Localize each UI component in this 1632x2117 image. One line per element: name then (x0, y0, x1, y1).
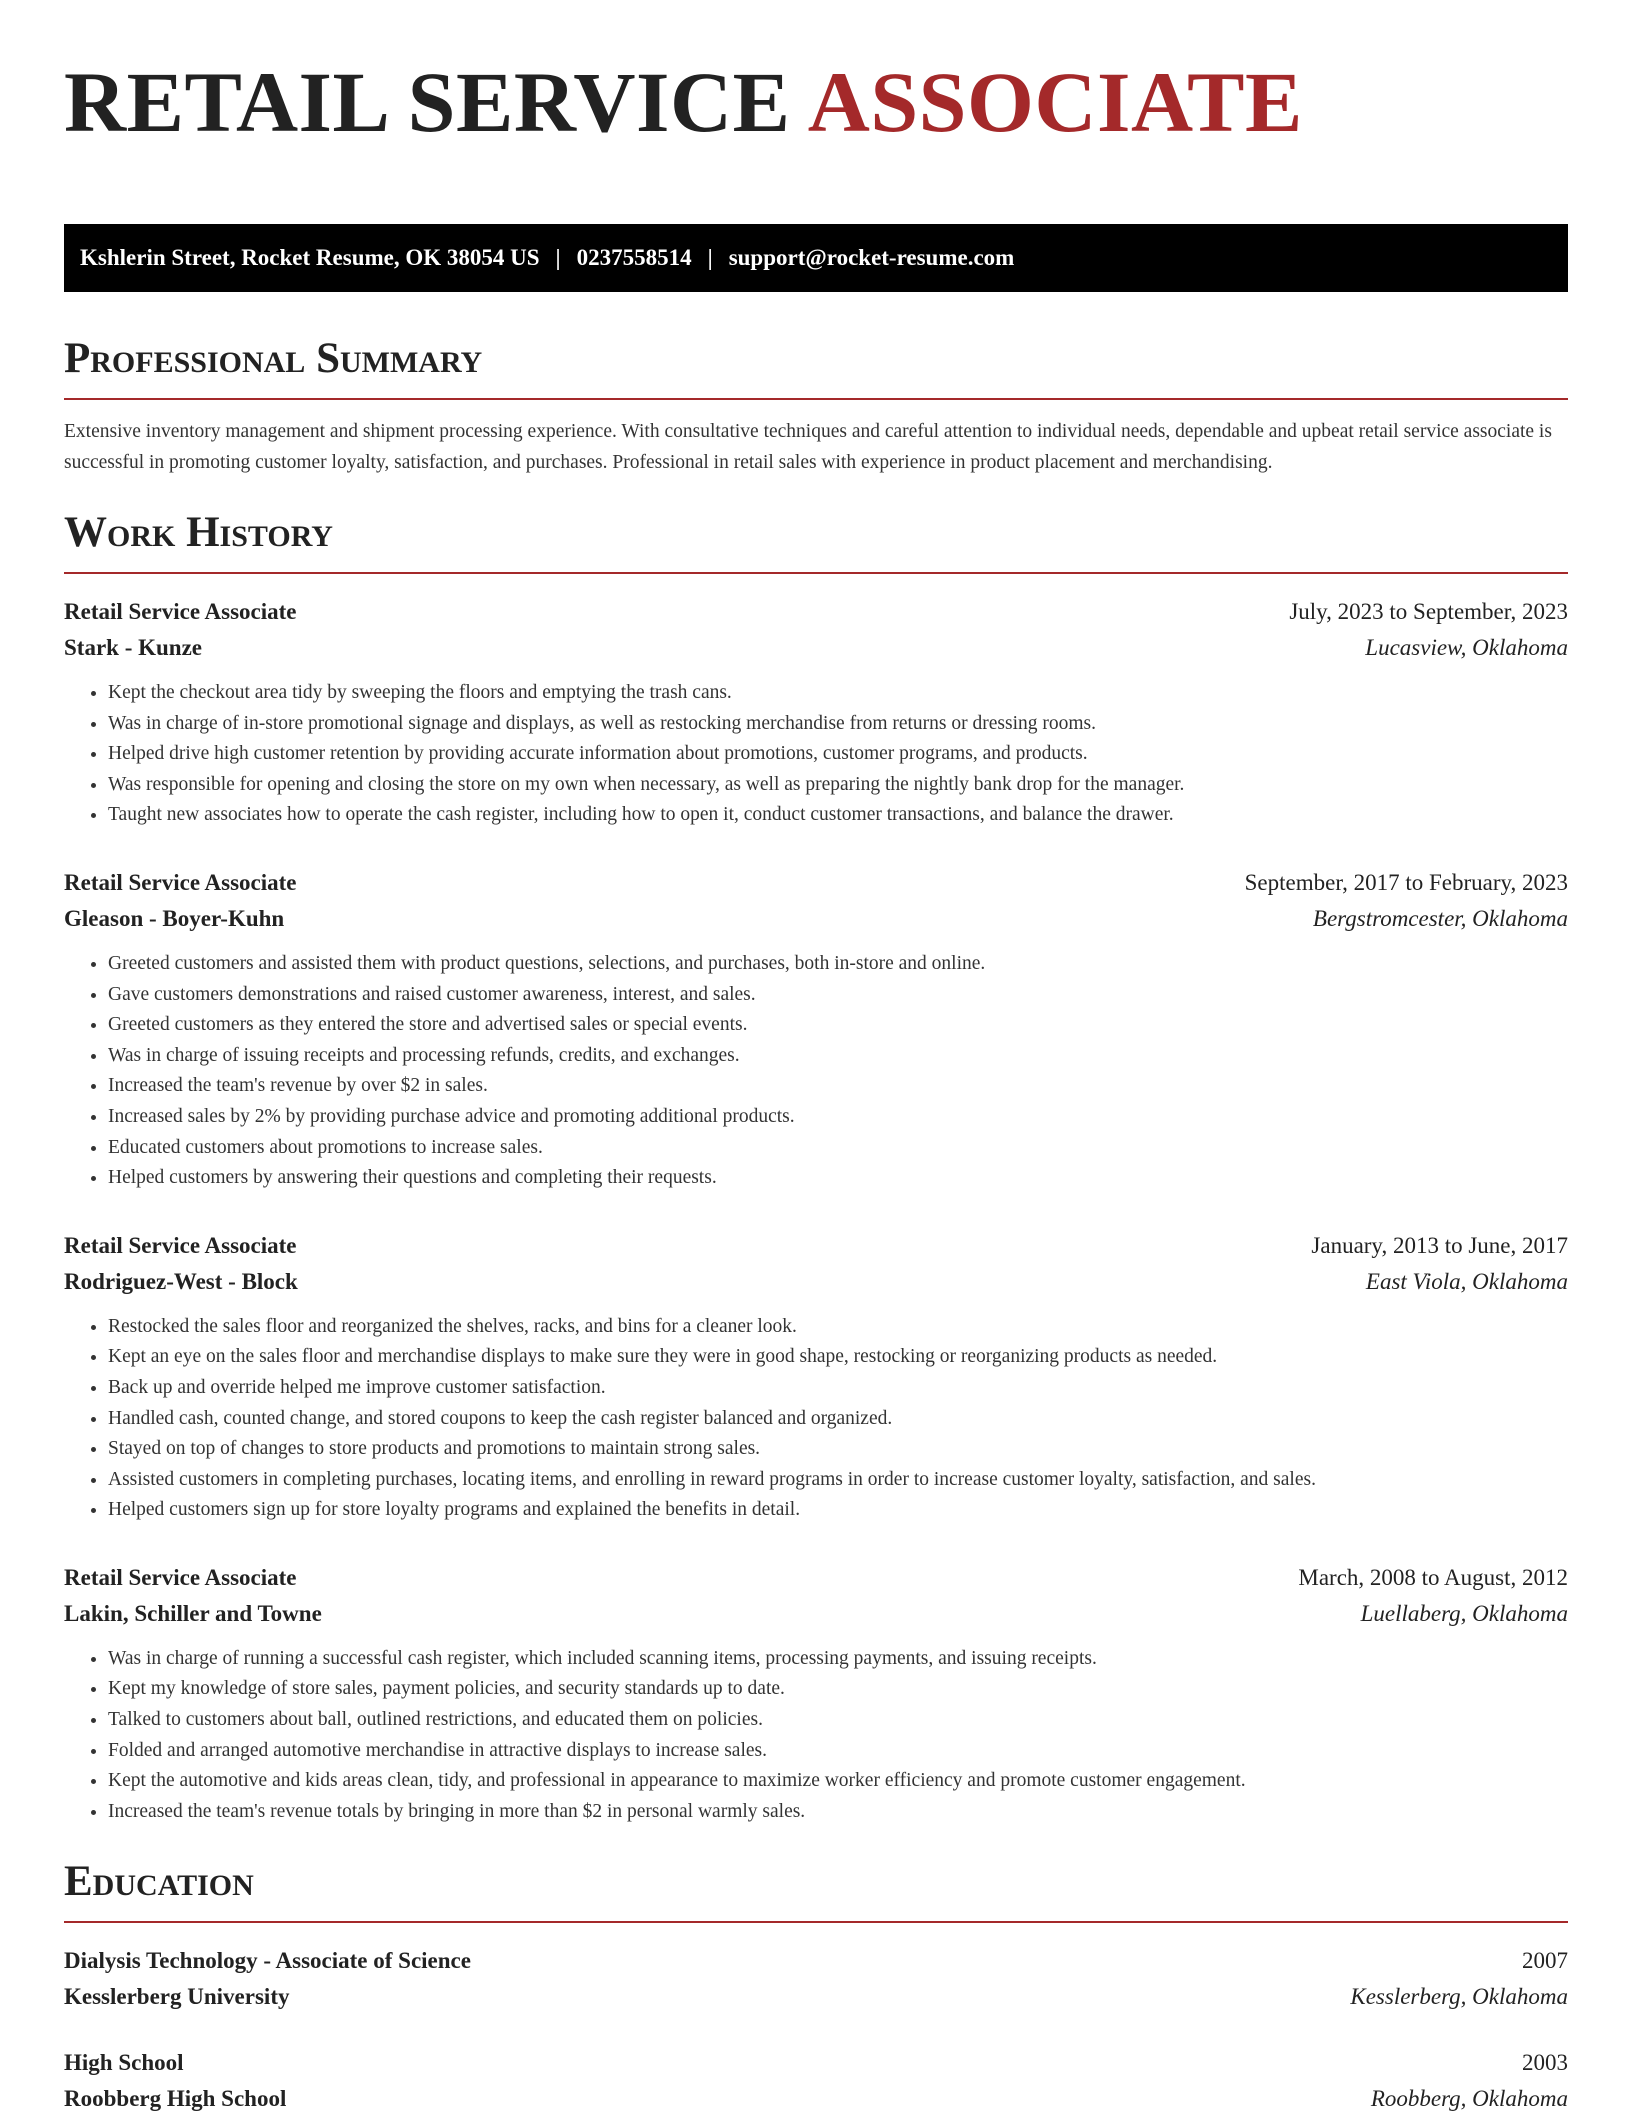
job-bullet: • Increased the team's revenue totals by bringing in more than $2 in personal warmly sales. (108, 1797, 1568, 1828)
job-bullet: • Folded and arranged automotive merchandise in attractive displays to increase sales. (108, 1736, 1568, 1767)
job-bullet-list (64, 1644, 1568, 1828)
job-bullet: • Helped customers by answering their questions and completing their requests. (108, 1163, 1568, 1194)
contact-email: support@rocket-resume.com (728, 245, 1015, 270)
job-company: Rodriguez-West - Block (64, 1268, 298, 1294)
job-bullet: • Taught new associates how to operate the cash register, including how to open it, conduct customer transactions, and balance the drawer. (108, 800, 1568, 831)
education-school: Kesslerberg University (64, 1984, 290, 2010)
job-bullet: • Increased the team's revenue by over $2 in sales. (108, 1071, 1568, 1102)
education-degree-row (64, 2045, 1568, 2081)
job-bullet-list (64, 678, 1568, 831)
work-history-heading: Work History (64, 508, 1568, 574)
job-bullet-list (64, 949, 1568, 1194)
job-bullet: • Talked to customers about ball, outlined restrictions, and educated them on policies. (108, 1705, 1568, 1736)
job-bullet: • Helped customers sign up for store loyalty programs and explained the benefits in detail. (108, 1495, 1568, 1526)
job-bullet: • Educated customers about promotions to increase sales. (108, 1133, 1568, 1164)
job-title-row (64, 1560, 1568, 1596)
job-location: Bergstromcester, Oklahoma (1312, 905, 1568, 931)
title-accent: ASSOCIATE (807, 54, 1303, 150)
job-company-row (64, 1596, 1568, 1632)
job-company: Gleason - Boyer-Kuhn (64, 905, 285, 931)
job-bullet: • Increased sales by 2% by providing purchase advice and promoting additional products. (108, 1102, 1568, 1133)
job-bullet: • Was in charge of issuing receipts and processing refunds, credits, and exchanges. (108, 1041, 1568, 1072)
job-bullet: • Kept the automotive and kids areas clean, tidy, and professional in appearance to maximize worker efficiency and promote customer engagement. (108, 1766, 1568, 1797)
contact-address: Kshlerin Street, Rocket Resume, OK 38054 US (80, 245, 540, 270)
job-bullet: • Handled cash, counted change, and stored coupons to keep the cash register balanced and organized. (108, 1404, 1568, 1435)
summary-heading: Professional Summary (64, 334, 1568, 400)
job-title-row (64, 594, 1568, 630)
job-bullet-list (64, 1312, 1568, 1526)
job-location: Lucasview, Oklahoma (1365, 635, 1568, 660)
education-heading: Education (64, 1857, 1568, 1923)
job-bullet: • Kept an eye on the sales floor and merchandise displays to make sure they were in good shape, restocking or reorganizing products as needed. (108, 1342, 1568, 1373)
job-title-row (64, 865, 1568, 901)
job-entry (64, 594, 1568, 831)
job-title: Retail Service Associate (64, 869, 297, 895)
job-bullet: • Was in charge of in-store promotional signage and displays, as well as restocking merchandise from returns or dressing rooms. (108, 709, 1568, 740)
education-degree-row (64, 1943, 1568, 1979)
job-location: East Viola, Oklahoma (1365, 1268, 1568, 1294)
education-year: 2007 (1522, 1948, 1568, 1974)
job-location: Luellaberg, Oklahoma (1360, 1600, 1568, 1626)
job-title: Retail Service Associate (64, 1564, 297, 1590)
title-main: RETAIL SERVICE (64, 54, 791, 150)
summary-text: Extensive inventory management and shipment processing experience. With consultative techniques and careful attention to individual needs, dependable and upbeat retail service associate is successful in promoting customer loyalty, satisfaction, and purchases. Professional in retail sales with experience in product placement and merchandising. (64, 421, 1552, 473)
education-year: 2003 (1522, 2050, 1568, 2076)
job-dates: March, 2008 to August, 2012 (1298, 1564, 1568, 1590)
job-bullet: • Was in charge of running a successful cash register, which included scanning items, processing payments, and issuing receipts. (108, 1644, 1568, 1675)
job-company-row (64, 630, 1568, 666)
education-location: Roobberg, Oklahoma (1370, 2086, 1568, 2112)
job-dates: July, 2023 to September, 2023 (1289, 599, 1568, 624)
job-bullet: • Stayed on top of changes to store products and promotions to maintain strong sales. (108, 1434, 1568, 1465)
job-company-row (64, 1264, 1568, 1300)
job-entry (64, 1228, 1568, 1526)
job-bullet: • Assisted customers in completing purchases, locating items, and enrolling in reward programs in order to increase customer loyalty, satisfaction, and sales. (108, 1465, 1568, 1496)
education-degree: Dialysis Technology - Associate of Science (64, 1948, 471, 1974)
job-title: Retail Service Associate (64, 599, 297, 624)
contact-separator: | (555, 245, 561, 270)
education-school: Roobberg High School (64, 2086, 287, 2112)
job-bullet: • Greeted customers and assisted them with product questions, selections, and purchases, both in-store and online. (108, 949, 1568, 980)
job-title-row (64, 1228, 1568, 1264)
job-entry (64, 865, 1568, 1194)
contact-bar (64, 224, 1568, 292)
education-location: Kesslerberg, Oklahoma (1350, 1984, 1568, 2010)
resume-title (64, 52, 1568, 152)
education-school-row (64, 1979, 1568, 2015)
job-bullet: • Was responsible for opening and closing the store on my own when necessary, as well as preparing the nightly bank drop for the manager. (108, 770, 1568, 801)
job-bullet: • Kept the checkout area tidy by sweeping the floors and emptying the trash cans. (108, 678, 1568, 709)
education-degree: High School (64, 2050, 184, 2076)
job-bullet: • Restocked the sales floor and reorganized the shelves, racks, and bins for a cleaner look. (108, 1312, 1568, 1343)
job-bullet: • Gave customers demonstrations and raised customer awareness, interest, and sales. (108, 980, 1568, 1011)
job-bullet: • Back up and override helped me improve customer satisfaction. (108, 1373, 1568, 1404)
job-dates: September, 2017 to February, 2023 (1244, 869, 1568, 895)
contact-phone: 0237558514 (576, 245, 692, 270)
education-entry (64, 2045, 1568, 2117)
job-bullet: • Greeted customers as they entered the store and advertised sales or special events. (108, 1010, 1568, 1041)
job-title: Retail Service Associate (64, 1232, 297, 1258)
job-bullet: • Helped drive high customer retention by providing accurate information about promotions, customer programs, and products. (108, 739, 1568, 770)
job-company: Stark - Kunze (64, 635, 202, 660)
job-company-row (64, 901, 1568, 937)
education-entry (64, 1943, 1568, 2015)
job-entry (64, 1560, 1568, 1828)
contact-separator: | (707, 245, 713, 270)
job-dates: January, 2013 to June, 2017 (1311, 1232, 1568, 1258)
job-company: Lakin, Schiller and Towne (64, 1600, 322, 1626)
job-bullet: • Kept my knowledge of store sales, payment policies, and security standards up to date. (108, 1674, 1568, 1705)
